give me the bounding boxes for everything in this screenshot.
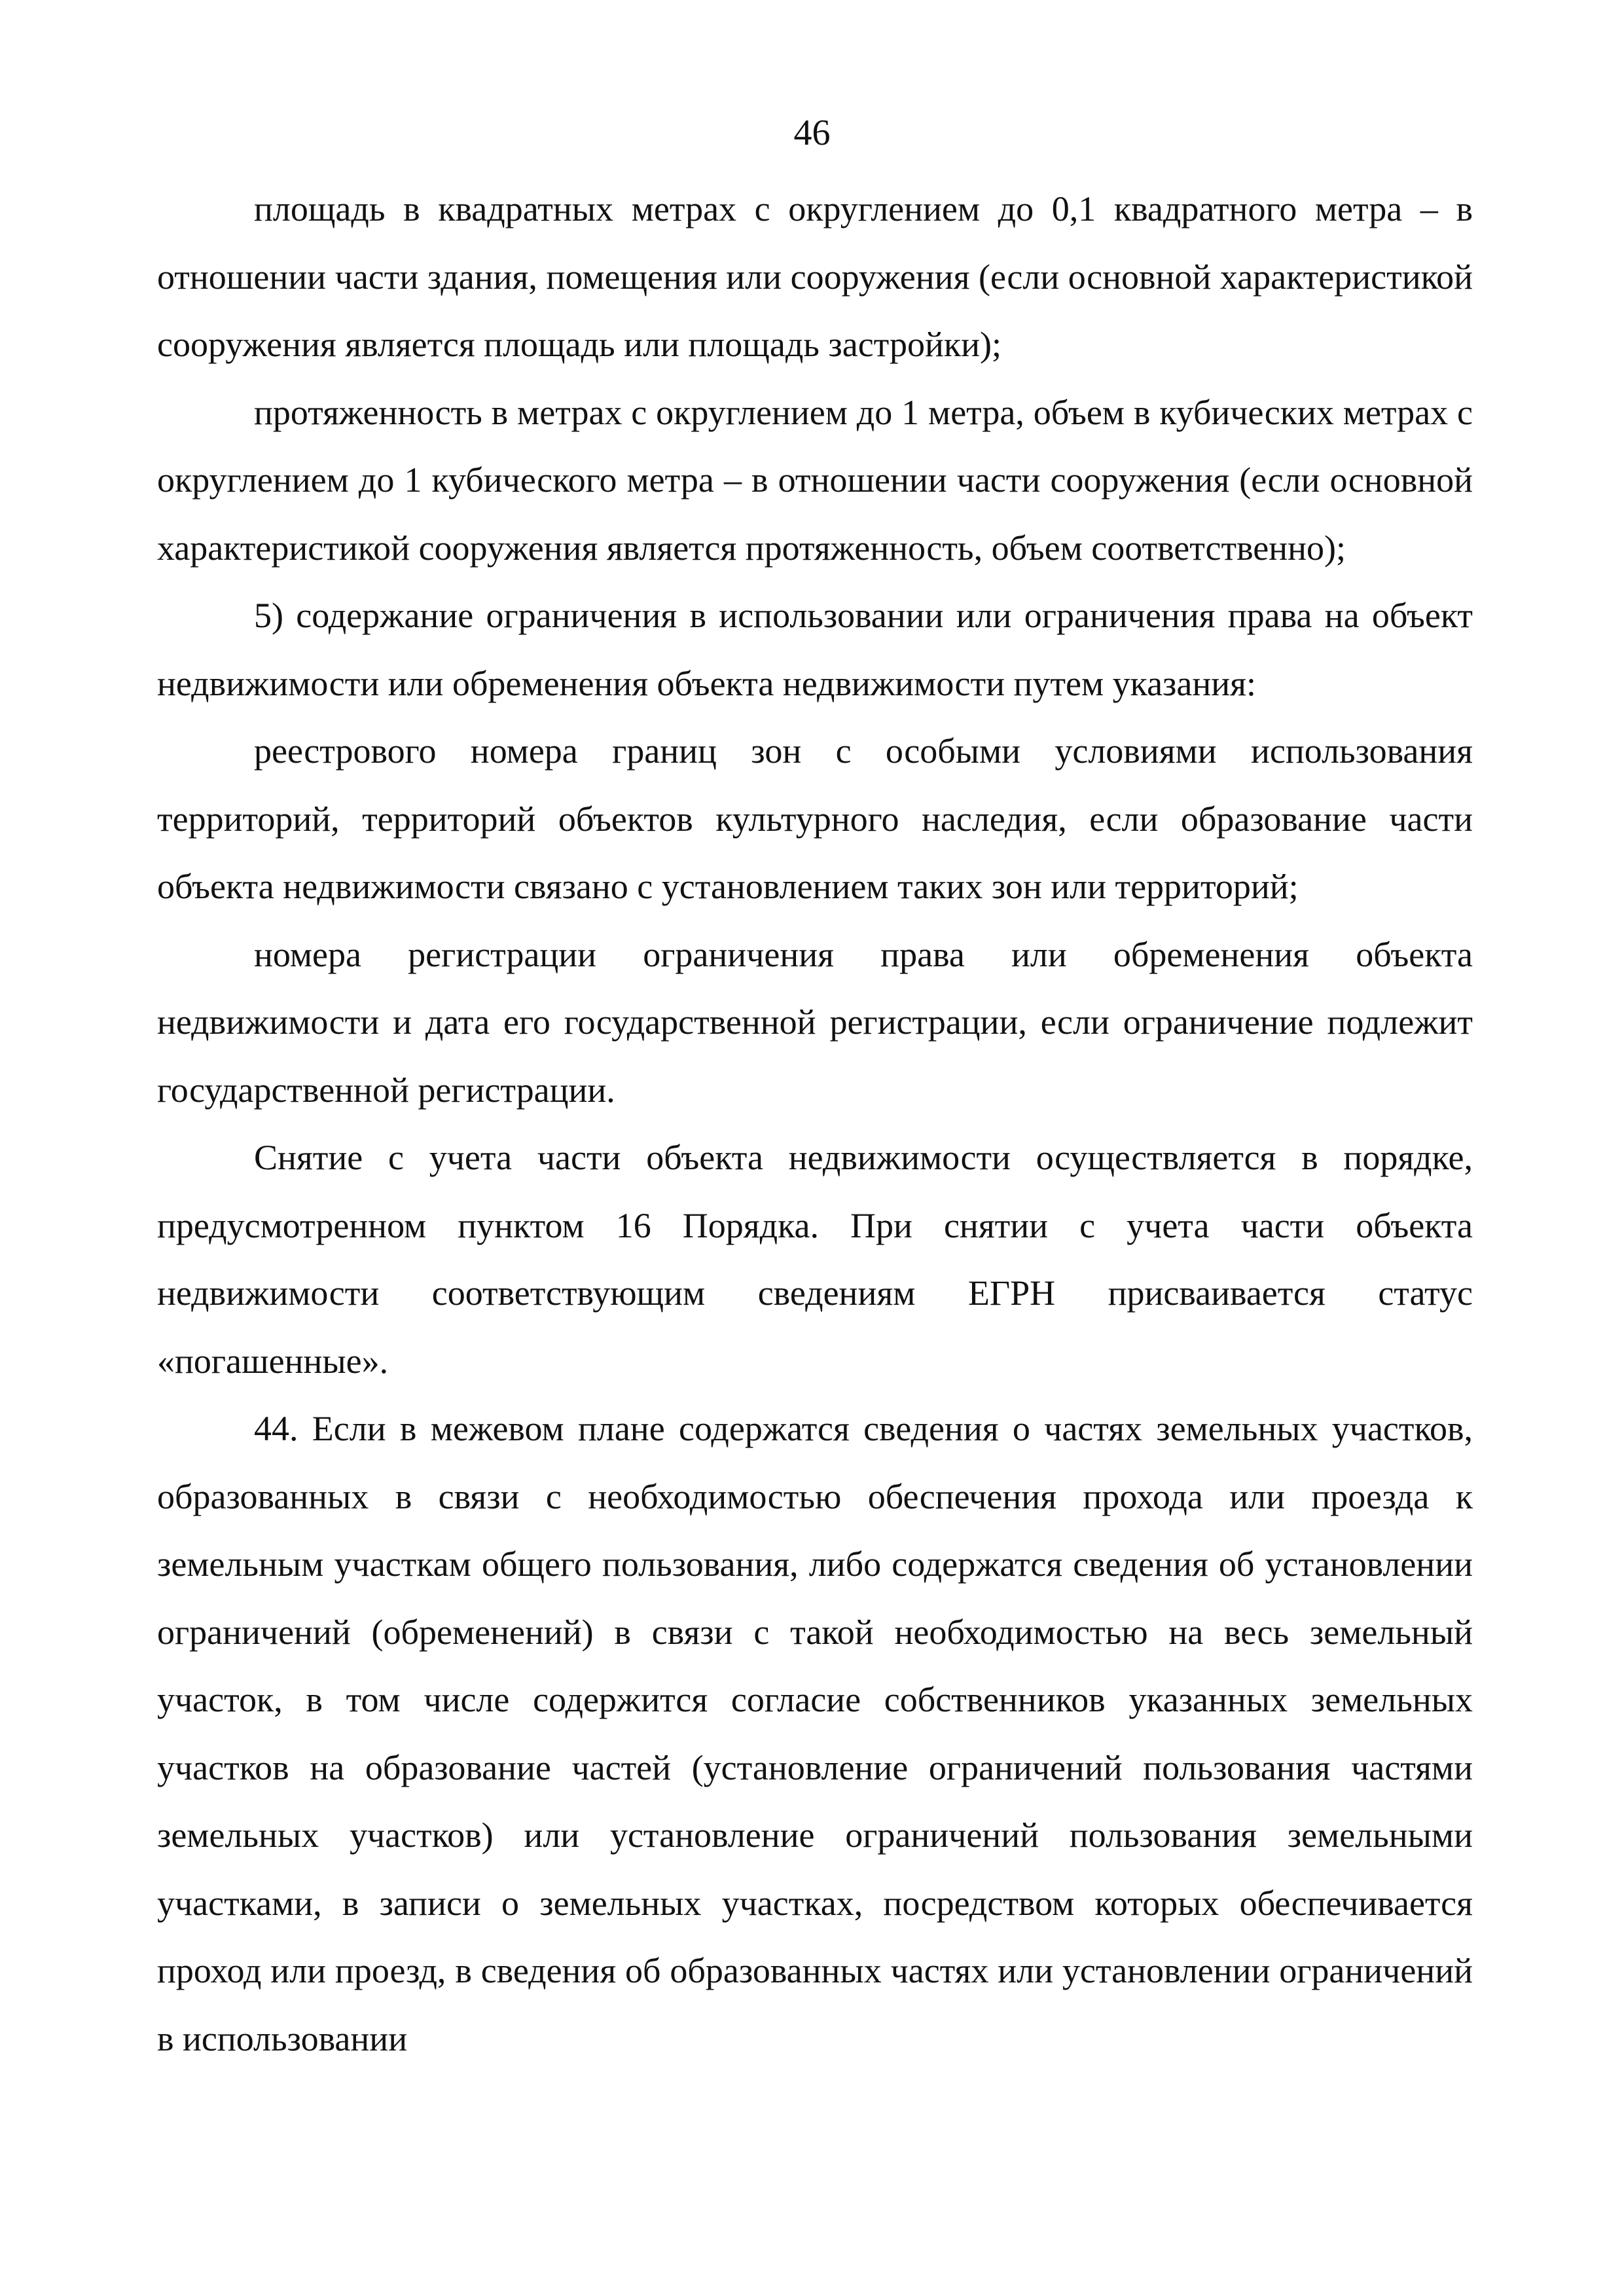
paragraph-item-44: 44. Если в межевом плане содержатся сведения о частях земельных участков, образованных в связи с необходимостью обеспечения прохода или проезда к земельным участкам общего пользования, либо содержатся сведения об установлении ограничений (обременений) в связи с такой необходимостью на весь земельный участок, в том числе содержится согласие собственников указанных земельных участков на образование частей (установление ограничений пользования частями земельных участков) или установление ограничений пользования земельными участками, в записи о земельных участках, посредством которых обеспечивается проход или проезд, в сведения об образованных частях или установлении ограничений в использовании [157,1409,1473,2058]
paragraph-removal-from-registration: Снятие с учета части объекта недвижимости осуществляется в порядке, предусмотренном пунктом 16 Порядка. При снятии с учета части объекта недвижимости соответствующим сведениям ЕГРН присваивается статус «погашенные». [157,1138,1473,1381]
paragraph-registration-number: номера регистрации ограничения права или обременения объекта недвижимости и дата его государственной регистрации, если ограничение подлежит государственной регистрации. [157,934,1473,1110]
paragraph-area-rounding: площадь в квадратных метрах с округлением до 0,1 квадратного метра – в отношении части здания, помещения или сооружения (если основной характеристикой сооружения является площадь или площадь застройки); [157,189,1473,364]
paragraph-length-volume-rounding: протяженность в метрах с округлением до 1 метра, объем в кубических метрах с округлением до 1 кубического метра – в отношении части сооружения (если основной характеристикой сооружения является протяженность, объем соответственно); [157,392,1473,568]
paragraph-registry-number-zones: реестрового номера границ зон с особыми условиями использования территорий, территорий объектов культурного наследия, если образование части объекта недвижимости связано с установлением таких зон или территорий; [157,731,1473,906]
paragraph-item-5-restriction-content: 5) содержание ограничения в использовании или ограничения права на объект недвижимости или обременения объекта недвижимости путем указания: [157,596,1473,703]
document-body [157,175,1473,2073]
page-number: 46 [793,113,831,153]
